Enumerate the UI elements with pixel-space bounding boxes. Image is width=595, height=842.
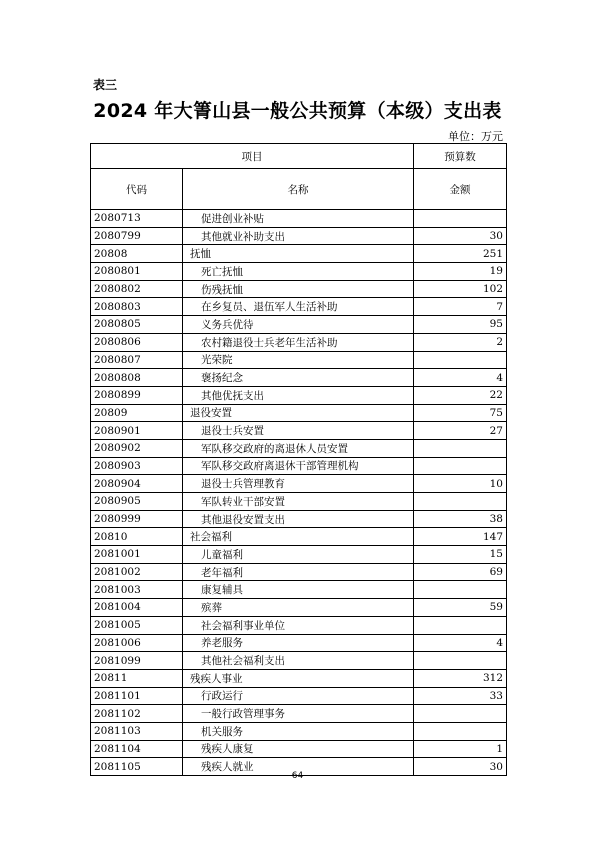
table-row [91, 510, 507, 528]
amount-cell [414, 722, 507, 740]
amount-cell: 33 [414, 687, 507, 705]
table-subheader-row [91, 169, 507, 210]
code-cell: 20808 [91, 245, 183, 263]
table-row [91, 669, 507, 687]
name-cell: 义务兵优待 [183, 316, 414, 334]
amount-cell: 69 [414, 563, 507, 581]
name-cell: 社会福利 [183, 528, 414, 546]
table-row [91, 457, 507, 475]
amount-cell: 59 [414, 599, 507, 617]
table-row [91, 616, 507, 634]
amount-cell [414, 210, 507, 228]
name-cell: 退役安置 [183, 404, 414, 422]
table-row [91, 493, 507, 511]
name-cell: 军队转业干部安置 [183, 493, 414, 511]
code-cell: 2080999 [91, 510, 183, 528]
amount-cell: 4 [414, 369, 507, 387]
name-cell: 在乡复员、退伍军人生活补助 [183, 298, 414, 316]
amount-cell: 15 [414, 546, 507, 564]
table-row [91, 652, 507, 670]
code-cell: 2080808 [91, 369, 183, 387]
amount-cell: 1 [414, 740, 507, 758]
amount-cell: 38 [414, 510, 507, 528]
column-header-name: 名称 [183, 169, 414, 210]
name-cell: 残疾人康复 [183, 740, 414, 758]
name-cell: 老年福利 [183, 563, 414, 581]
name-cell: 残疾人事业 [183, 669, 414, 687]
code-cell: 20809 [91, 404, 183, 422]
code-cell: 2081006 [91, 634, 183, 652]
code-cell: 2081003 [91, 581, 183, 599]
name-cell: 殡葬 [183, 599, 414, 617]
code-cell: 2081101 [91, 687, 183, 705]
code-cell: 20810 [91, 528, 183, 546]
amount-cell: 27 [414, 422, 507, 440]
table-row [91, 333, 507, 351]
code-cell: 2080799 [91, 227, 183, 245]
name-cell: 儿童福利 [183, 546, 414, 564]
name-cell: 其他社会福利支出 [183, 652, 414, 670]
name-cell: 其他退役安置支出 [183, 510, 414, 528]
table-row [91, 316, 507, 334]
table-row [91, 369, 507, 387]
table-row [91, 705, 507, 723]
name-cell: 死亡抚恤 [183, 263, 414, 281]
table-row [91, 740, 507, 758]
amount-cell [414, 439, 507, 457]
amount-cell [414, 705, 507, 723]
amount-cell [414, 652, 507, 670]
page-title: 2024 年大箐山县一般公共预算（本级）支出表 [93, 100, 502, 122]
amount-cell: 4 [414, 634, 507, 652]
code-cell: 20811 [91, 669, 183, 687]
code-cell: 2081005 [91, 616, 183, 634]
table-row [91, 546, 507, 564]
code-cell: 2081004 [91, 599, 183, 617]
name-cell: 残疾人就业 [183, 758, 414, 776]
amount-cell: 2 [414, 333, 507, 351]
unit-label: 单位：万元 [448, 130, 503, 143]
name-cell: 伤残抚恤 [183, 280, 414, 298]
name-cell: 农村籍退役士兵老年生活补助 [183, 333, 414, 351]
table-row [91, 351, 507, 369]
amount-cell: 10 [414, 475, 507, 493]
name-cell: 退役士兵管理教育 [183, 475, 414, 493]
code-cell: 2080805 [91, 316, 183, 334]
code-cell: 2080904 [91, 475, 183, 493]
amount-cell [414, 351, 507, 369]
table-row [91, 634, 507, 652]
amount-cell [414, 616, 507, 634]
code-cell: 2080899 [91, 386, 183, 404]
code-cell: 2081105 [91, 758, 183, 776]
amount-cell: 19 [414, 263, 507, 281]
amount-cell: 7 [414, 298, 507, 316]
code-cell: 2080905 [91, 493, 183, 511]
table-label: 表三 [93, 78, 118, 92]
amount-cell: 312 [414, 669, 507, 687]
amount-cell: 30 [414, 227, 507, 245]
name-cell: 军队移交政府离退休干部管理机构 [183, 457, 414, 475]
name-cell: 军队移交政府的离退休人员安置 [183, 439, 414, 457]
table-row [91, 687, 507, 705]
amount-cell: 147 [414, 528, 507, 546]
code-cell: 2080901 [91, 422, 183, 440]
column-header-amount: 金额 [414, 169, 507, 210]
name-cell: 促进创业补贴 [183, 210, 414, 228]
name-cell: 一般行政管理事务 [183, 705, 414, 723]
table-row [91, 722, 507, 740]
amount-cell: 22 [414, 386, 507, 404]
code-cell: 2081002 [91, 563, 183, 581]
code-cell: 2081001 [91, 546, 183, 564]
code-cell: 2080803 [91, 298, 183, 316]
header-budget: 预算数 [414, 144, 507, 169]
amount-cell: 251 [414, 245, 507, 263]
name-cell: 褒扬纪念 [183, 369, 414, 387]
name-cell: 康复辅具 [183, 581, 414, 599]
table-row [91, 263, 507, 281]
name-cell: 机关服务 [183, 722, 414, 740]
column-header-code: 代码 [91, 169, 183, 210]
amount-cell: 95 [414, 316, 507, 334]
header-item: 项目 [91, 144, 414, 169]
amount-cell [414, 581, 507, 599]
name-cell: 养老服务 [183, 634, 414, 652]
table-header-row [91, 144, 507, 169]
code-cell: 2081104 [91, 740, 183, 758]
table-row [91, 280, 507, 298]
code-cell: 2080903 [91, 457, 183, 475]
name-cell: 其他就业补助支出 [183, 227, 414, 245]
table-row [91, 386, 507, 404]
budget-table [90, 143, 507, 776]
table-row [91, 439, 507, 457]
table-row [91, 475, 507, 493]
table-row [91, 528, 507, 546]
name-cell: 光荣院 [183, 351, 414, 369]
code-cell: 2081099 [91, 652, 183, 670]
code-cell: 2080713 [91, 210, 183, 228]
code-cell: 2081103 [91, 722, 183, 740]
name-cell: 其他优抚支出 [183, 386, 414, 404]
code-cell: 2080807 [91, 351, 183, 369]
table-row [91, 422, 507, 440]
code-cell: 2080802 [91, 280, 183, 298]
table-row [91, 298, 507, 316]
name-cell: 行政运行 [183, 687, 414, 705]
code-cell: 2081102 [91, 705, 183, 723]
name-cell: 抚恤 [183, 245, 414, 263]
table-row [91, 210, 507, 228]
amount-cell [414, 493, 507, 511]
table-row [91, 599, 507, 617]
amount-cell: 75 [414, 404, 507, 422]
table-row [91, 581, 507, 599]
name-cell: 退役士兵安置 [183, 422, 414, 440]
code-cell: 2080806 [91, 333, 183, 351]
table-row [91, 563, 507, 581]
name-cell: 社会福利事业单位 [183, 616, 414, 634]
code-cell: 2080902 [91, 439, 183, 457]
page-number: 64 [291, 771, 304, 781]
amount-cell: 30 [414, 758, 507, 776]
table-row [91, 245, 507, 263]
amount-cell [414, 457, 507, 475]
amount-cell: 102 [414, 280, 507, 298]
table-row [91, 227, 507, 245]
code-cell: 2080801 [91, 263, 183, 281]
table-row [91, 404, 507, 422]
